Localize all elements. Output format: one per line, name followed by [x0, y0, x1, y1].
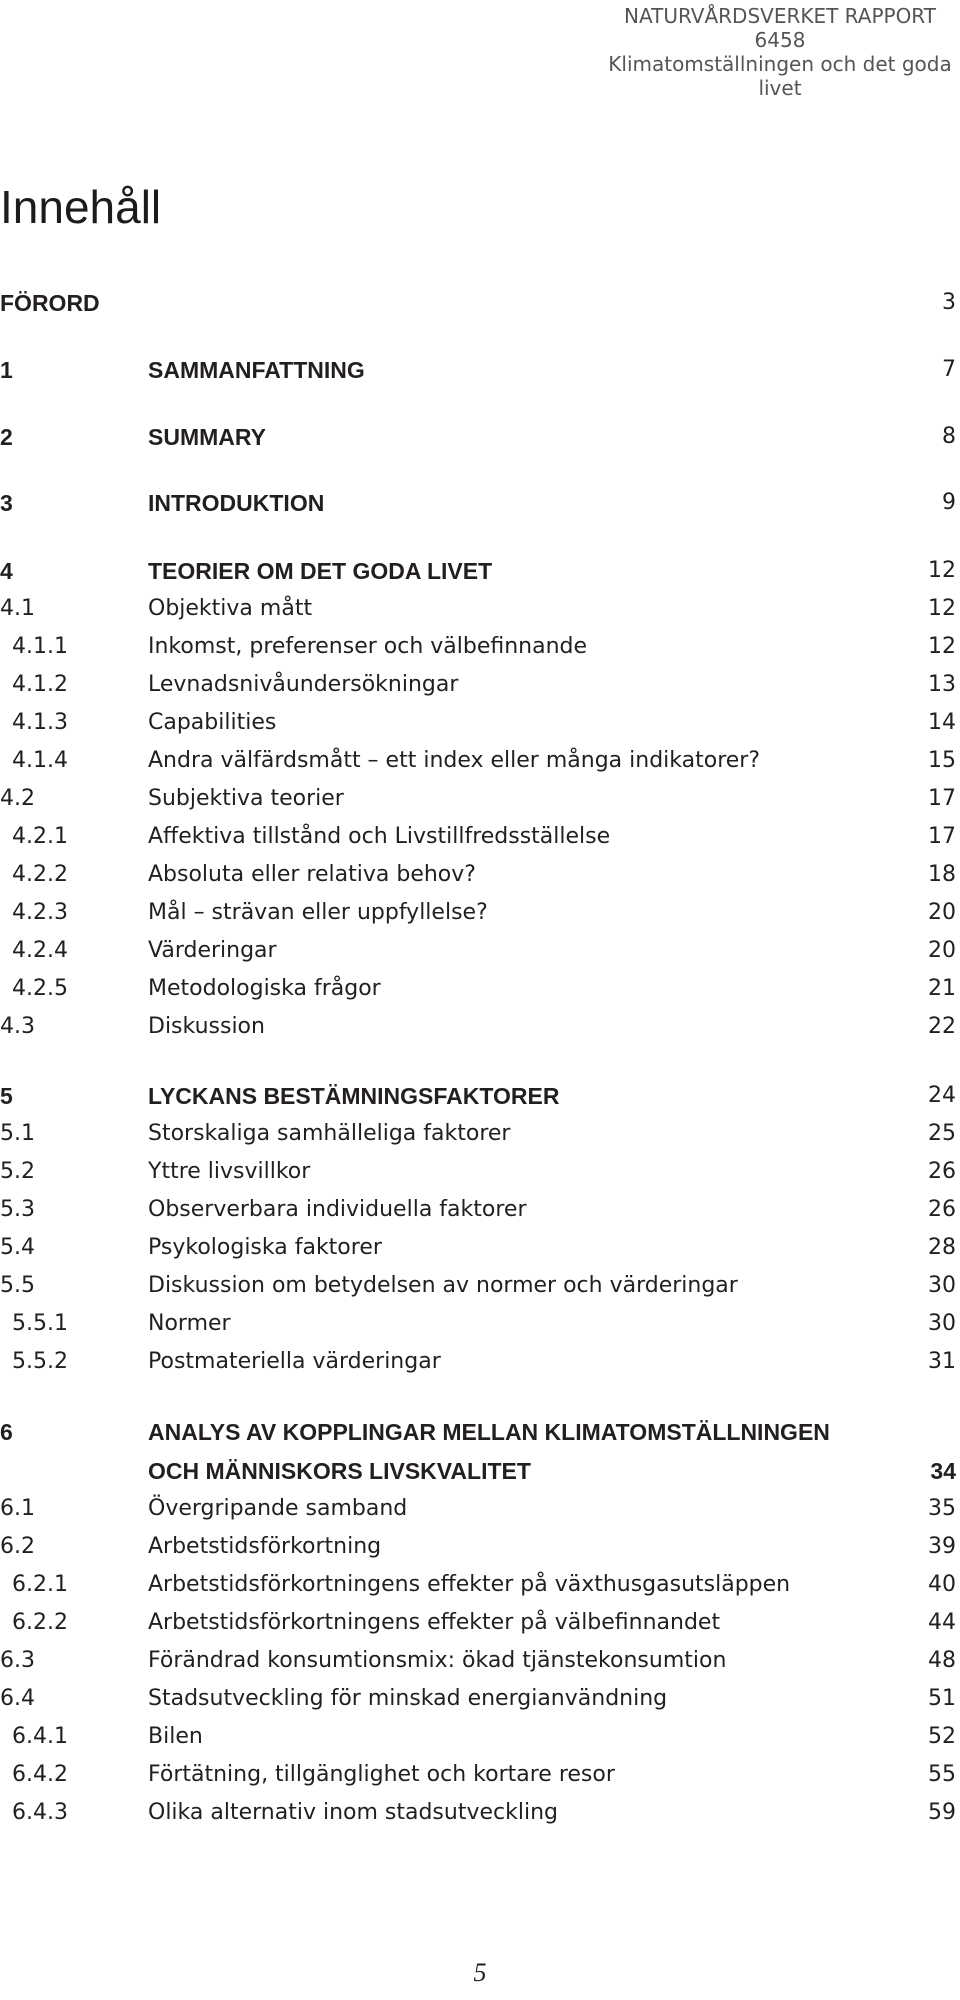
- toc-entry[interactable]: [0, 1490, 956, 1528]
- toc-entry-page: 52: [928, 1724, 956, 1749]
- toc-entry-title: TEORIER OM DET GODA LIVET: [148, 558, 493, 584]
- toc-entry-page: 12: [928, 634, 956, 659]
- toc-entry[interactable]: [0, 1604, 956, 1642]
- toc-entry-title: Capabilities: [148, 710, 277, 735]
- toc-entry-page: 35: [928, 1496, 956, 1521]
- toc-entry[interactable]: [0, 1008, 956, 1046]
- toc-entry-number: 4.1.4: [12, 748, 68, 773]
- toc-entry-number: FÖRORD: [0, 290, 100, 316]
- toc-entry-page: 7: [942, 357, 956, 382]
- toc-entry-page: 59: [928, 1800, 956, 1825]
- toc-entry[interactable]: [0, 1077, 956, 1115]
- toc-entry-number: 4.2.5: [12, 976, 68, 1001]
- toc-entry-number: 6.2.1: [12, 1572, 68, 1597]
- toc-entry-title: Förtätning, tillgänglighet och kortare resor: [148, 1762, 615, 1787]
- toc-entry-page: 44: [928, 1610, 956, 1635]
- toc-entry-title: Postmateriella värderingar: [148, 1349, 441, 1374]
- toc-entry-page: 55: [928, 1762, 956, 1787]
- toc-entry[interactable]: [0, 1718, 956, 1756]
- toc-entry-number: 5.1: [0, 1121, 35, 1146]
- toc-entry[interactable]: [0, 1528, 956, 1566]
- toc-entry[interactable]: [0, 1413, 956, 1451]
- toc-entry-number: 4.2.2: [12, 862, 68, 887]
- toc-entry-title: Normer: [148, 1311, 231, 1336]
- toc-entry[interactable]: [0, 1794, 956, 1832]
- toc-entry-title: Inkomst, preferenser och välbefinnande: [148, 634, 588, 659]
- toc-entry-page: 20: [928, 900, 956, 925]
- toc-entry-page: 30: [928, 1273, 956, 1298]
- toc-entry-title: Levnadsnivåundersökningar: [148, 672, 459, 697]
- toc-entry-title: Olika alternativ inom stadsutveckling: [148, 1800, 558, 1825]
- toc-entry-title: Arbetstidsförkortningens effekter på växthusgasutsläppen: [148, 1572, 791, 1597]
- toc-entry[interactable]: [0, 351, 956, 389]
- toc-entry-page: 28: [928, 1235, 956, 1260]
- toc-entry[interactable]: [0, 484, 956, 522]
- toc-entry-number: 4.1.3: [12, 710, 68, 735]
- toc-entry-page: 13: [928, 672, 956, 697]
- toc-entry[interactable]: [0, 1680, 956, 1718]
- toc-entry-number: 5.4: [0, 1235, 35, 1260]
- report-subtitle: Klimatomställningen och det goda livet: [608, 52, 952, 100]
- toc-entry[interactable]: [0, 704, 956, 742]
- toc-entry-number: 6.4.1: [12, 1724, 68, 1749]
- toc-entry-page: 40: [928, 1572, 956, 1597]
- toc-entry-title: SUMMARY: [148, 424, 266, 450]
- toc-entry-title: Andra välfärdsmått – ett index eller många indikatorer?: [148, 748, 761, 773]
- toc-entry-title: Objektiva mått: [148, 596, 313, 621]
- toc-entry-page: 18: [928, 862, 956, 887]
- toc-entry-page: 31: [928, 1349, 956, 1374]
- running-header: [600, 4, 960, 100]
- toc-entry-number: 6.2.2: [12, 1610, 68, 1635]
- toc-entry-number: 6.1: [0, 1496, 35, 1521]
- report-series-label: NATURVÅRDSVERKET RAPPORT 6458: [624, 4, 936, 52]
- toc-entry-page: 30: [928, 1311, 956, 1336]
- toc-entry-number: 6: [0, 1419, 13, 1445]
- toc-entry-page: 20: [928, 938, 956, 963]
- toc-entry-title: Yttre livsvillkor: [148, 1159, 311, 1184]
- toc-entry[interactable]: [0, 1115, 956, 1153]
- page-title: Innehåll: [0, 181, 162, 233]
- toc-entry-page: 48: [928, 1648, 956, 1673]
- toc-entry-page: 51: [928, 1686, 956, 1711]
- toc-entry-title: Förändrad konsumtionsmix: ökad tjänstekonsumtion: [148, 1648, 727, 1673]
- toc-entry-page: 17: [928, 786, 956, 811]
- toc-entry-number: 5.5.1: [12, 1311, 68, 1336]
- toc-entry-page: 34: [930, 1458, 956, 1484]
- toc-entry-title: Diskussion om betydelsen av normer och värderingar: [148, 1273, 738, 1298]
- toc-entry-number: 4.1.1: [12, 634, 68, 659]
- toc-entry-title: OCH MÄNNISKORS LIVSKVALITET: [148, 1458, 531, 1484]
- toc-entry-title: Stadsutveckling för minskad energianvändning: [148, 1686, 668, 1711]
- toc-entry-page: 3: [942, 290, 956, 315]
- toc-entry-title: Övergripande samband: [148, 1496, 408, 1521]
- toc-entry-page: 22: [928, 1014, 956, 1039]
- toc-entry-page: 14: [928, 710, 956, 735]
- toc-entry-title: ANALYS AV KOPPLINGAR MELLAN KLIMATOMSTÄLLNINGEN: [148, 1419, 830, 1445]
- toc-entry-page: 15: [928, 748, 956, 773]
- toc-entry-number: 4.2.4: [12, 938, 68, 963]
- toc-entry[interactable]: [0, 1642, 956, 1680]
- toc-entry-number: 4.2.3: [12, 900, 68, 925]
- toc-entry-title: Mål – strävan eller uppfyllelse?: [148, 900, 488, 925]
- toc-entry[interactable]: [0, 1756, 956, 1794]
- toc-entry-title: Värderingar: [148, 938, 277, 963]
- toc-entry-page: 25: [928, 1121, 956, 1146]
- toc-entry[interactable]: [0, 932, 956, 970]
- toc-entry[interactable]: [0, 742, 956, 780]
- toc-entry-page: 26: [928, 1197, 956, 1222]
- toc-entry-number: 4.1: [0, 596, 35, 621]
- toc-entry-number: 1: [0, 357, 13, 383]
- toc-entry-number: 5: [0, 1083, 13, 1109]
- toc-entry[interactable]: [0, 1267, 956, 1305]
- toc-entry[interactable]: [0, 666, 956, 704]
- toc-entry[interactable]: [0, 1566, 956, 1604]
- toc-entry-page: 12: [928, 596, 956, 621]
- toc-entry-title: Arbetstidsförkortning: [148, 1534, 382, 1559]
- toc-entry-title: LYCKANS BESTÄMNINGSFAKTORER: [148, 1083, 560, 1109]
- toc-entry-number: 3: [0, 490, 13, 516]
- toc-entry[interactable]: [0, 1153, 956, 1191]
- toc-entry[interactable]: [0, 1191, 956, 1229]
- toc-entry[interactable]: [0, 780, 956, 818]
- toc-entry-number: 5.3: [0, 1197, 35, 1222]
- toc-entry[interactable]: [0, 418, 956, 456]
- toc-entry[interactable]: [0, 894, 956, 932]
- toc-entry-title: Absoluta eller relativa behov?: [148, 862, 476, 887]
- toc-entry-number: 6.4: [0, 1686, 35, 1711]
- toc-entry-page: 21: [928, 976, 956, 1001]
- toc-entry[interactable]: [0, 1229, 956, 1267]
- toc-entry[interactable]: [0, 970, 956, 1008]
- toc-entry[interactable]: [0, 1343, 956, 1381]
- toc-entry-title: Bilen: [148, 1724, 203, 1749]
- page-number: 5: [473, 1958, 487, 1987]
- toc-entry-number: 2: [0, 424, 13, 450]
- toc-entry[interactable]: [0, 552, 956, 590]
- toc-entry-number: 4.2: [0, 786, 35, 811]
- toc-entry[interactable]: [0, 590, 956, 628]
- toc-entry-title: SAMMANFATTNING: [148, 357, 365, 383]
- toc-entry-page: 26: [928, 1159, 956, 1184]
- toc-entry-number: 6.4.2: [12, 1762, 68, 1787]
- toc-entry-number: 4.1.2: [12, 672, 68, 697]
- toc-entry-page: 39: [928, 1534, 956, 1559]
- toc-entry-page: 17: [928, 824, 956, 849]
- toc-entry-page: 12: [928, 558, 956, 583]
- toc-entry-number: 6.2: [0, 1534, 35, 1559]
- toc-entry-title: Diskussion: [148, 1014, 265, 1039]
- toc-entry-number: 4: [0, 558, 13, 584]
- toc-entry-number: 6.3: [0, 1648, 35, 1673]
- toc-entry-number: 6.4.3: [12, 1800, 68, 1825]
- toc-entry-number: 4.2.1: [12, 824, 68, 849]
- toc-entry-number: 4.3: [0, 1014, 35, 1039]
- toc-entry-number: 5.2: [0, 1159, 35, 1184]
- toc-entry-number: 5.5.2: [12, 1349, 68, 1374]
- toc-entry[interactable]: [0, 1452, 956, 1490]
- toc-entry-page: 9: [942, 490, 956, 515]
- toc-entry-number: 5.5: [0, 1273, 35, 1298]
- toc-entry-page: 8: [942, 424, 956, 449]
- toc-entry-title: Subjektiva teorier: [148, 786, 344, 811]
- toc-entry-title: Arbetstidsförkortningens effekter på välbefinnandet: [148, 1610, 721, 1635]
- toc-entry-title: INTRODUKTION: [148, 490, 325, 516]
- toc-entry[interactable]: [0, 1305, 956, 1343]
- toc-entry-title: Metodologiska frågor: [148, 976, 381, 1001]
- toc-entry-title: Observerbara individuella faktorer: [148, 1197, 527, 1222]
- toc-entry-page: 24: [928, 1083, 956, 1108]
- toc-entry[interactable]: [0, 284, 956, 322]
- toc-entry[interactable]: [0, 856, 956, 894]
- toc-entry-title: Storskaliga samhälleliga faktorer: [148, 1121, 511, 1146]
- toc-entry[interactable]: [0, 818, 956, 856]
- toc-entry-title: Psykologiska faktorer: [148, 1235, 382, 1260]
- toc-entry[interactable]: [0, 628, 956, 666]
- toc-entry-title: Affektiva tillstånd och Livstillfredsställelse: [148, 824, 611, 849]
